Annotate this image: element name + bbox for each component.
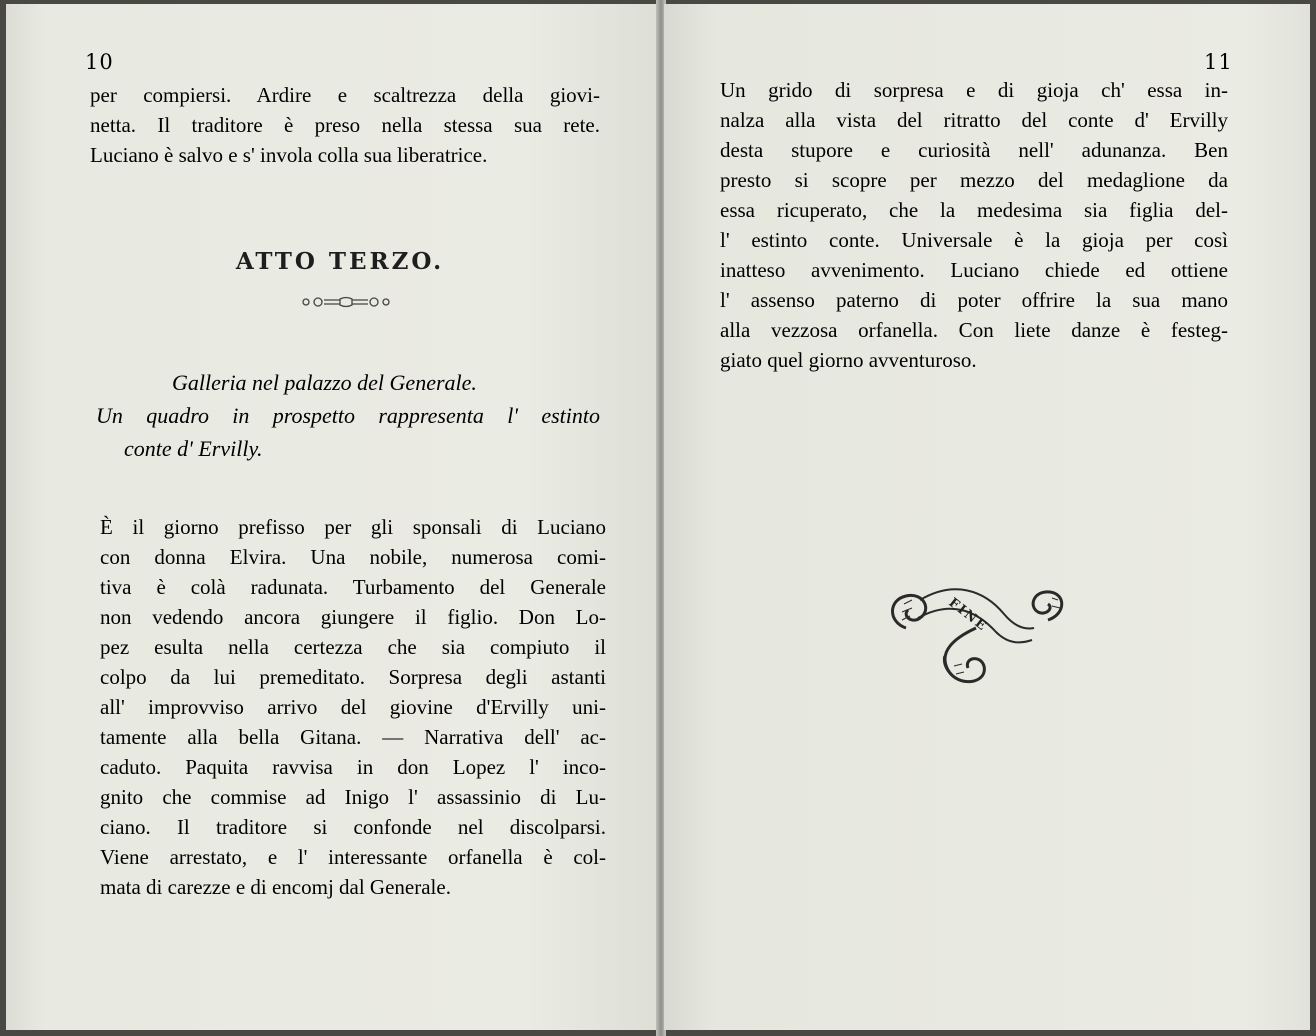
text-line: Viene arrestato, e l' interessante orfanella è col- — [100, 845, 606, 869]
text-line: Un grido di sorpresa e di gioja ch' essa in- — [720, 78, 1228, 102]
text-line: Luciano è salvo e s' invola colla sua liberatrice. — [90, 143, 488, 167]
left-page-number: 10 — [85, 50, 114, 74]
divider-ornament-icon — [300, 294, 392, 310]
text-line: inatteso avvenimento. Luciano chiede ed ottiene — [720, 258, 1228, 282]
text-line: presto si scopre per mezzo del medaglione da — [720, 168, 1228, 192]
text-line: mata di carezze e di encomj dal Generale. — [100, 875, 451, 899]
text-line: l' assenso paterno di poter offrire la sua mano — [720, 288, 1228, 312]
text-line: tiva è colà radunata. Turbamento del Generale — [100, 575, 606, 599]
text-line: caduto. Paquita ravvisa in don Lopez l' inco- — [100, 755, 606, 779]
scene-setting-line: Galleria nel palazzo del Generale. — [172, 370, 477, 395]
text-line: È il giorno prefisso per gli sponsali di Luciano — [100, 515, 606, 539]
text-line: essa ricuperato, che la medesima sia figlia del- — [720, 198, 1228, 222]
text-line: netta. Il traditore è preso nella stessa sua rete. — [90, 113, 600, 137]
text-line: l' estinto conte. Universale è la gioja per così — [720, 228, 1228, 252]
text-line: giato quel giorno avventuroso. — [720, 348, 977, 372]
right-body-paragraph — [720, 75, 1228, 375]
text-line: nalza alla vista del ritratto del conte d' Ervilly — [720, 108, 1228, 132]
text-line: ciano. Il traditore si confonde nel discolparsi. — [100, 815, 606, 839]
fine-scroll-banner-icon — [884, 570, 1070, 694]
text-line: alla vezzosa orfanella. Con liete danze è festeg- — [720, 318, 1228, 342]
text-line: all' improvviso arrivo del giovine d'Ervilly uni- — [100, 695, 606, 719]
scene-setting-line: Un quadro in prospetto rappresenta l' estinto — [96, 403, 600, 428]
text-line: colpo da lui premeditato. Sorpresa degli astanti — [100, 665, 606, 689]
fine-banner-text: FINE — [945, 595, 991, 635]
text-line: gnito che commise ad Inigo l' assassinio di Lu- — [100, 785, 606, 809]
scene-setting-line: conte d' Ervilly. — [124, 436, 263, 461]
text-line: desta stupore e curiosità nell' adunanza. Ben — [720, 138, 1228, 162]
text-line: non vedendo ancora giungere il figlio. Don Lo- — [100, 605, 606, 629]
text-line: con donna Elvira. Una nobile, numerosa comi- — [100, 545, 606, 569]
right-page-number: 11 — [1204, 50, 1233, 74]
text-line: per compiersi. Ardire e scaltrezza della giovi- — [90, 83, 600, 107]
left-opening-paragraph — [90, 80, 600, 170]
text-line: tamente alla bella Gitana. — Narrativa dell' ac- — [100, 725, 606, 749]
act-heading: ATTO TERZO. — [235, 248, 445, 275]
left-body-paragraph — [100, 512, 606, 902]
text-line: pez esulta nella certezza che sia compiuto il — [100, 635, 606, 659]
